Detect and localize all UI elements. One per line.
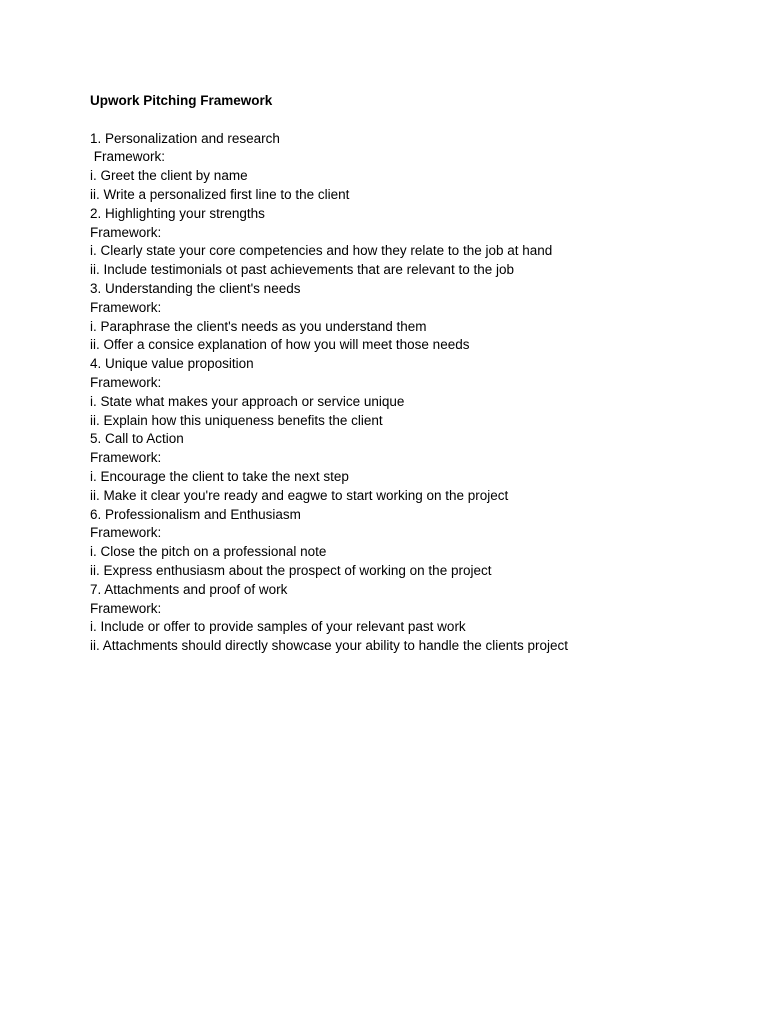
section-heading-7: 7. Attachments and proof of work (90, 581, 288, 597)
framework-item: i. Paraphrase the client's needs as you understand them (90, 318, 427, 334)
section-heading-4: 4. Unique value proposition (90, 356, 254, 372)
framework-item: ii. Explain how this uniqueness benefits the client (90, 412, 383, 428)
framework-label: Framework: (90, 149, 166, 165)
document-title: Upwork Pitching Framework (90, 93, 273, 108)
section-heading-6: 6. Professionalism and Enthusiasm (90, 506, 301, 522)
section-heading-5: 5. Call to Action (90, 431, 184, 447)
blank-line (90, 111, 730, 130)
framework-item: ii. Make it clear you're ready and eagwe to start working on the project (90, 487, 509, 503)
framework-item: i. State what makes your approach or service unique (90, 393, 405, 409)
framework-item: i. Include or offer to provide samples of your relevant past work (90, 619, 466, 635)
section-heading-3: 3. Understanding the client's needs (90, 280, 301, 296)
framework-label: Framework: (90, 600, 162, 616)
framework-item: ii. Offer a consice explanation of how you will meet those needs (90, 337, 470, 353)
framework-item: ii. Write a personalized first line to the client (90, 186, 350, 202)
document-body (90, 92, 730, 656)
framework-item: i. Greet the client by name (90, 168, 248, 184)
framework-item: i. Clearly state your core competencies and how they relate to the job at hand (90, 243, 553, 259)
framework-label: Framework: (90, 299, 162, 315)
framework-label: Framework: (90, 525, 162, 541)
framework-label: Framework: (90, 450, 162, 466)
framework-item: ii. Include testimonials ot past achievements that are relevant to the job (90, 262, 514, 278)
framework-item: ii. Attachments should directly showcase your ability to handle the clients project (90, 638, 568, 654)
framework-label: Framework: (90, 224, 162, 240)
framework-label: Framework: (90, 374, 162, 390)
section-heading-2: 2. Highlighting your strengths (90, 205, 265, 221)
framework-item: i. Encourage the client to take the next step (90, 468, 349, 484)
section-heading-1: 1. Personalization and research (90, 130, 280, 146)
framework-item: i. Close the pitch on a professional note (90, 544, 327, 560)
framework-item: ii. Express enthusiasm about the prospect of working on the project (90, 562, 492, 578)
